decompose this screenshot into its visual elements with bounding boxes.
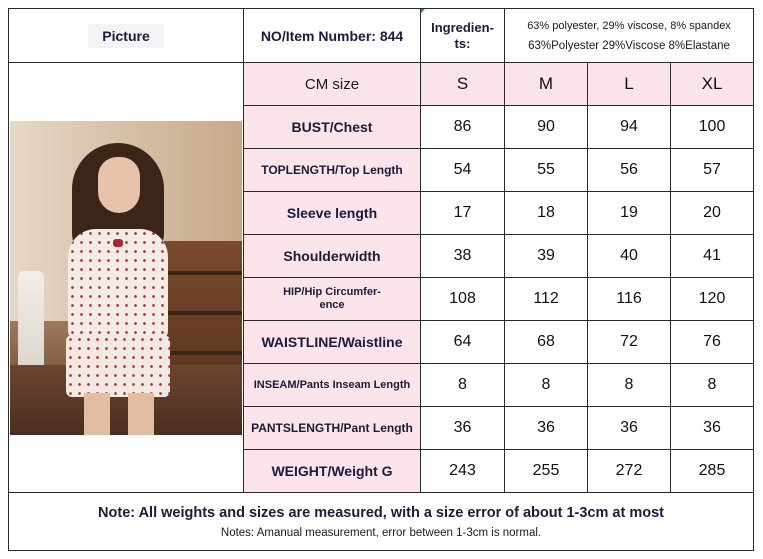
row-label: WEIGHT/Weight G (244, 450, 421, 493)
cell-value: 19 (588, 192, 671, 235)
ingredients-label-part1: Ingredien- (431, 19, 494, 35)
row-label: INSEAM/Pants Inseam Length (244, 364, 421, 407)
cell-value: 243 (421, 450, 505, 493)
cell-value: 112 (505, 278, 588, 321)
cell-value: 120 (671, 278, 754, 321)
cell-value: 55 (505, 149, 588, 192)
composition-line1: 63% polyester, 29% viscose, 8% spandex (527, 19, 731, 32)
cell-value: 90 (505, 106, 588, 149)
cell-value: 36 (671, 407, 754, 450)
cell-value: 94 (588, 106, 671, 149)
row-label: BUST/Chest (244, 106, 421, 149)
cell-value: 8 (505, 364, 588, 407)
cell-value: 100 (671, 106, 754, 149)
cell-value: 36 (421, 407, 505, 450)
cell-value: 68 (505, 321, 588, 364)
picture-label: Picture (88, 24, 163, 48)
cell-value: 116 (588, 278, 671, 321)
cell-value: 64 (421, 321, 505, 364)
row-label (244, 278, 421, 321)
cell-value: 56 (588, 149, 671, 192)
size-m: M (505, 63, 588, 106)
cell-value: 76 (671, 321, 754, 364)
cell-value: 54 (421, 149, 505, 192)
cell-value: 86 (421, 106, 505, 149)
notes-row (9, 493, 754, 551)
size-table (8, 8, 754, 551)
size-header-row (9, 63, 754, 106)
cell-value: 41 (671, 235, 754, 278)
row-label: Shoulderwidth (244, 235, 421, 278)
size-xl: XL (671, 63, 754, 106)
product-photo (10, 121, 242, 435)
item-number: NO/Item Number: 844 (244, 9, 421, 63)
cell-value: 255 (505, 450, 588, 493)
header-row (9, 9, 754, 63)
composition-line2: 63%Polyester 29%Viscose 8%Elastane (528, 39, 730, 52)
size-l: L (588, 63, 671, 106)
cell-value: 8 (421, 364, 505, 407)
cell-value: 8 (588, 364, 671, 407)
cell-value: 20 (671, 192, 754, 235)
cm-size-label: CM size (244, 63, 421, 106)
product-photo-cell (9, 63, 244, 493)
size-chart (8, 8, 753, 554)
cell-value: 17 (421, 192, 505, 235)
picture-header-cell (9, 9, 244, 63)
composition-cell (505, 9, 754, 63)
row-label: WAISTLINE/Waistline (244, 321, 421, 364)
cell-value: 39 (505, 235, 588, 278)
cell-value: 285 (671, 450, 754, 493)
ingredients-label-cell (421, 9, 505, 63)
row-label: PANTSLENGTH/Pant Length (244, 407, 421, 450)
notes-cell (9, 493, 754, 551)
cell-value: 40 (588, 235, 671, 278)
row-label: Sleeve length (244, 192, 421, 235)
cell-value: 8 (671, 364, 754, 407)
cell-value: 36 (588, 407, 671, 450)
ingredients-label (428, 20, 498, 52)
hip-label-part2: ence (319, 299, 345, 311)
cell-value: 72 (588, 321, 671, 364)
cell-value: 18 (505, 192, 588, 235)
hip-label-part1: HIP/Hip Circumfer- (283, 286, 381, 298)
cell-value: 36 (505, 407, 588, 450)
ingredients-label-part2: ts: (454, 35, 471, 51)
row-label: TOPLENGTH/Top Length (244, 149, 421, 192)
cell-value: 272 (588, 450, 671, 493)
note-sub: Notes: Amanual measurement, error between 1-3cm is normal. (220, 526, 542, 539)
note-main: Note: All weights and sizes are measured, with a size error of about 1-3cm at most (98, 504, 664, 521)
cell-value: 108 (421, 278, 505, 321)
size-s: S (421, 63, 505, 106)
cell-value: 57 (671, 149, 754, 192)
cell-value: 38 (421, 235, 505, 278)
